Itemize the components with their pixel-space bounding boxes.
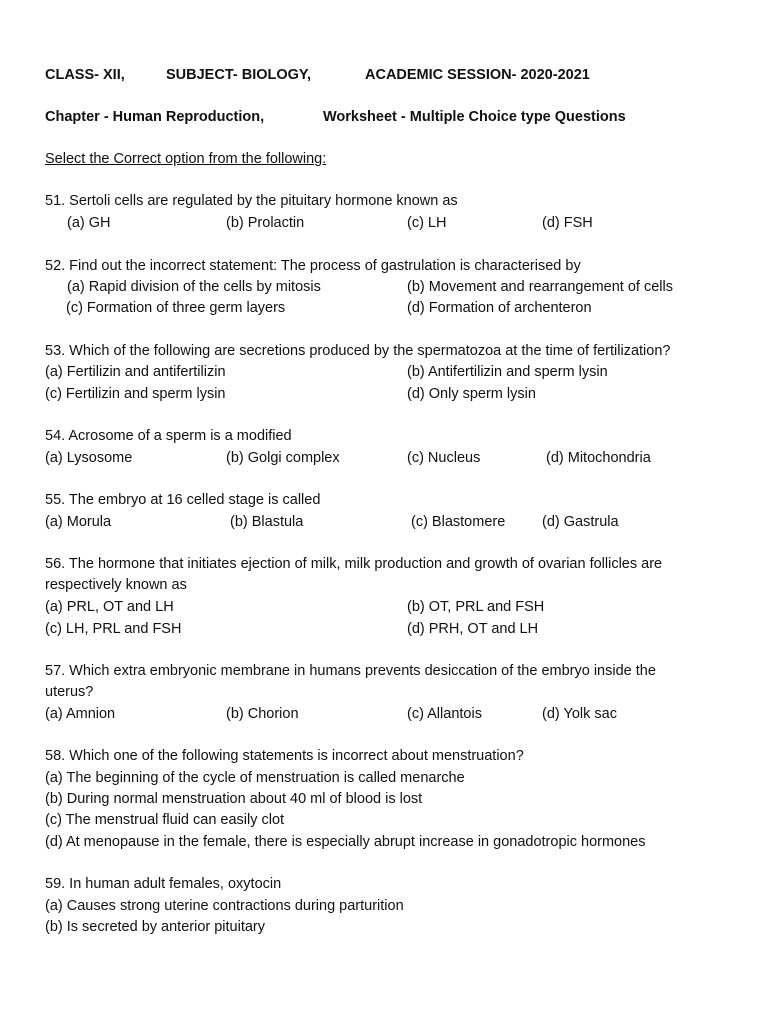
- option: (d) FSH: [542, 215, 593, 231]
- question-stem: 52. Find out the incorrect statement: The process of gastrulation is characterised by: [45, 258, 581, 274]
- option: (c) Formation of three germ layers: [66, 300, 286, 316]
- question-stem: 56. The hormone that initiates ejection of milk, milk production and growth of ovarian follicles are: [45, 556, 663, 572]
- option: (b) OT, PRL and FSH: [407, 599, 545, 615]
- option: (b) Is secreted by anterior pituitary: [45, 919, 266, 935]
- question-stem-continued: uterus?: [45, 684, 94, 700]
- question-stem: 53. Which of the following are secretions produced by the spermatozoa at the time of fertilization?: [45, 343, 671, 359]
- option: (b) Prolactin: [226, 215, 305, 231]
- option: (d) Formation of archenteron: [407, 300, 592, 316]
- option: (b) Movement and rearrangement of cells: [407, 279, 673, 295]
- option: (c) Fertilizin and sperm lysin: [45, 386, 226, 402]
- option: (c) The menstrual fluid can easily clot: [45, 812, 285, 828]
- option: (c) Allantois: [407, 706, 482, 722]
- option: (a) Fertilizin and antifertilizin: [45, 364, 226, 380]
- option: (d) Mitochondria: [546, 450, 651, 466]
- option: (a) Morula: [45, 514, 112, 530]
- worksheet-label: Worksheet - Multiple Choice type Questions: [323, 109, 626, 125]
- option: (b) During normal menstruation about 40 ml of blood is lost: [45, 791, 423, 807]
- option: (c) LH, PRL and FSH: [45, 621, 182, 637]
- option: (a) Rapid division of the cells by mitosis: [67, 279, 321, 295]
- option: (d) At menopause in the female, there is especially abrupt increase in gonadotropic hormones: [45, 834, 646, 850]
- option: (d) Yolk sac: [542, 706, 617, 722]
- question-stem: 59. In human adult females, oxytocin: [45, 876, 282, 892]
- question-stem-continued: respectively known as: [45, 577, 187, 593]
- session-label: ACADEMIC SESSION- 2020-2021: [365, 67, 590, 83]
- option: (b) Chorion: [226, 706, 299, 722]
- option: (a) GH: [67, 215, 111, 231]
- option: (a) PRL, OT and LH: [45, 599, 174, 615]
- question-stem: 54. Acrosome of a sperm is a modified: [45, 428, 292, 444]
- option: (d) Only sperm lysin: [407, 386, 536, 402]
- option: (c) LH: [407, 215, 447, 231]
- option: (d) PRH, OT and LH: [407, 621, 539, 637]
- option: (a) The beginning of the cycle of menstruation is called menarche: [45, 770, 465, 786]
- chapter-label: Chapter - Human Reproduction,: [45, 109, 265, 125]
- option: (b) Golgi complex: [226, 450, 340, 466]
- question-stem: 51. Sertoli cells are regulated by the pituitary hormone known as: [45, 193, 458, 209]
- question-stem: 58. Which one of the following statements is incorrect about menstruation?: [45, 748, 524, 764]
- option: (b) Blastula: [230, 514, 304, 530]
- question-stem: 55. The embryo at 16 celled stage is called: [45, 492, 321, 508]
- subject-label: SUBJECT- BIOLOGY,: [166, 67, 312, 83]
- option: (b) Antifertilizin and sperm lysin: [407, 364, 608, 380]
- option: (c) Nucleus: [407, 450, 481, 466]
- option: (d) Gastrula: [542, 514, 619, 530]
- option: (a) Lysosome: [45, 450, 133, 466]
- option: (a) Causes strong uterine contractions during parturition: [45, 898, 404, 914]
- option: (a) Amnion: [45, 706, 116, 722]
- class-label: CLASS- XII,: [45, 67, 125, 83]
- option: (c) Blastomere: [411, 514, 506, 530]
- question-stem: 57. Which extra embryonic membrane in humans prevents desiccation of the embryo inside the: [45, 663, 656, 679]
- instruction: Select the Correct option from the following:: [45, 151, 327, 167]
